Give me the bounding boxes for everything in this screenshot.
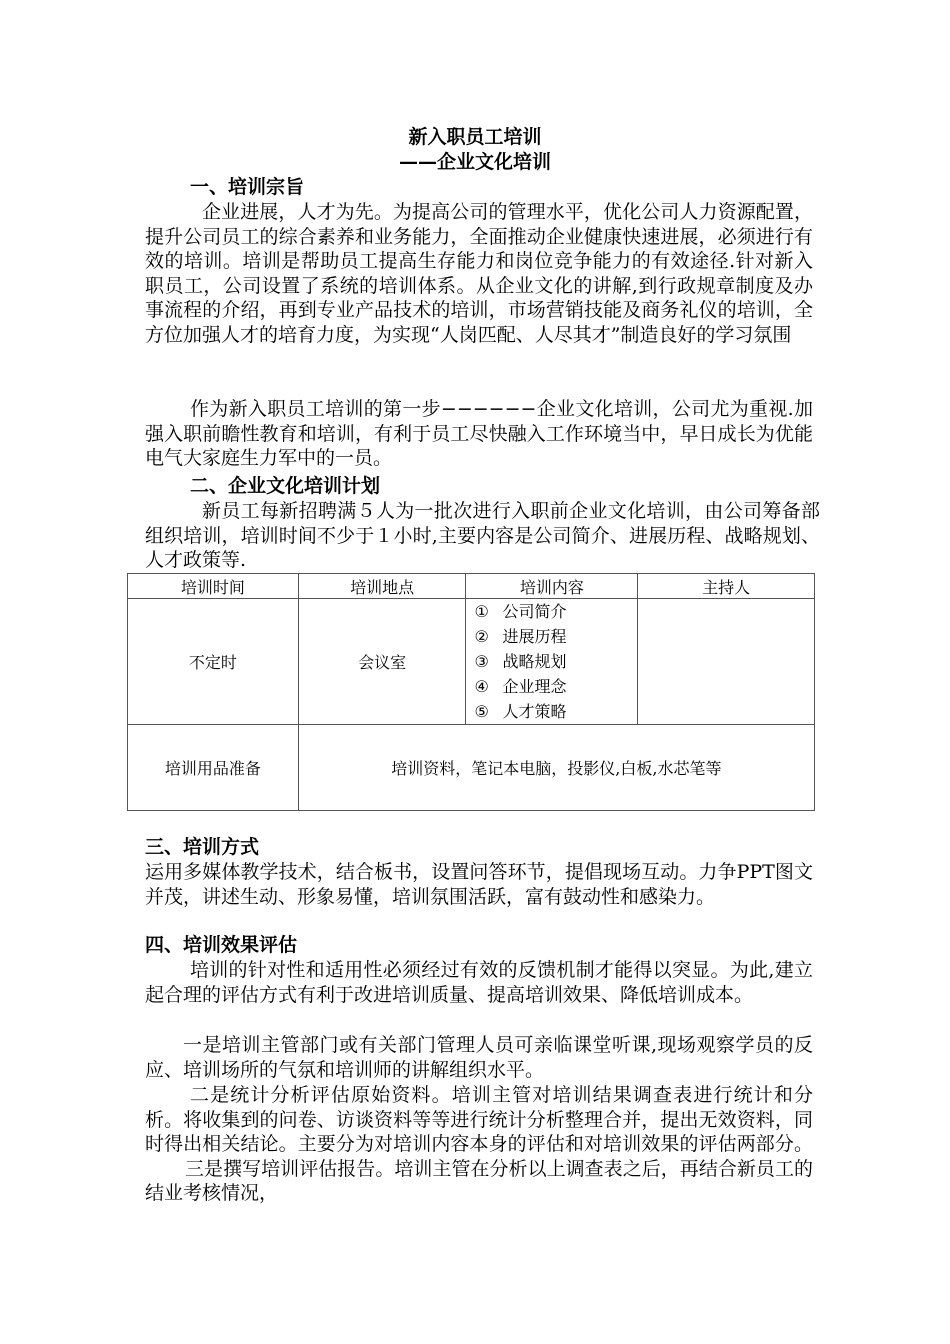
cell-supplies-value: 培训资料，笔记本电脑，投影仪,白板,水芯笔等 xyxy=(298,725,814,811)
paragraph-purpose-2: 作为新入职员工培训的第一步−−−−−−企业文化培训，公司尤为重视.加强入职前瞻性教育和培训，有利于员工尽快融入工作环境当中，早日成长为优能电气大家庭生力军中的一员。 xyxy=(145,398,813,469)
list-item: ① 公司简介 xyxy=(474,602,567,621)
paragraph-evaluation-2: 一是培训主管部门或有关部门管理人员可亲临课堂听课,现场观察学员的反应、培训场所的气氛和培训师的讲解组织水平。 xyxy=(145,1034,813,1081)
section-heading-evaluation: 四、培训效果评估 xyxy=(145,934,298,956)
header-training-content: 培训内容 xyxy=(466,574,638,599)
header-training-place: 培训地点 xyxy=(298,574,466,599)
list-item: ③ 战略规划 xyxy=(474,652,567,671)
document-subtitle: ——企业文化培训 xyxy=(398,151,551,173)
cell-host xyxy=(638,599,815,725)
list-item: ④ 企业理念 xyxy=(474,677,567,696)
document-title: 新入职员工培训 xyxy=(408,126,542,148)
table-row xyxy=(128,725,815,811)
section-heading-purpose: 一、培训宗旨 xyxy=(190,176,305,198)
header-training-time: 培训时间 xyxy=(128,574,299,599)
cell-content-list xyxy=(466,599,638,725)
training-plan-table xyxy=(127,573,815,811)
paragraph-evaluation-1: 培训的针对性和适用性必须经过有效的反馈机制才能得以突显。为此,建立起合理的评估方式有利于改进培训质量、提高培训效果、降低培训成本。 xyxy=(145,959,813,1006)
list-item: ② 进展历程 xyxy=(474,627,567,646)
header-host: 主持人 xyxy=(638,574,815,599)
cell-place: 会议室 xyxy=(298,599,466,725)
section-heading-method: 三、培训方式 xyxy=(145,836,260,858)
paragraph-purpose-1: 企业进展，人才为先。为提高公司的管理水平，优化公司人力资源配置，提升公司员工的综合素养和业务能力，全面推动企业健康快速进展，必须进行有效的培训。培训是帮助员工提高生存能力和岗位竞争能力的有效途径.针对新入职员工，公司设置了系统的培训体系。从企业文化的讲解,到行政规章制度及办事流程的介绍，再到专业产品技术的培训，市场营销技能及商务礼仪的培训，全方位加强人才的培育力度，为实现“人岗匹配、人尽其才”制造良好的学习氛围 xyxy=(145,201,813,346)
paragraph-evaluation-3 xyxy=(145,1083,813,1206)
cell-supplies-label: 培训用品准备 xyxy=(128,725,299,811)
table-header-row xyxy=(128,574,815,599)
list-item: ⑤ 人才策略 xyxy=(474,702,567,721)
paragraph-method-1: 运用多媒体教学技术，结合板书，设置问答环节，提倡现场互动。力争PPT图文并茂，讲述生动、形象易懂，培训氛围活跃，富有鼓动性和感染力。 xyxy=(145,861,813,908)
paragraph-evaluation-3b: 三是撰写培训评估报告。培训主管在分析以上调查表之后，再结合新员工的结业考核情况， xyxy=(145,1157,813,1204)
cell-time: 不定时 xyxy=(128,599,299,725)
section-heading-plan: 二、企业文化培训计划 xyxy=(190,475,381,497)
paragraph-plan-1: 新员工每新招聘满５人为一批次进行入职前企业文化培训，由公司筹备部组织培训，培训时间不少于１小时,主要内容是公司简介、进展历程、战略规划、人才政策等. xyxy=(145,500,820,571)
table-row xyxy=(128,599,815,725)
paragraph-evaluation-3a: 二是统计分析评估原始资料。培训主管对培训结果调查表进行统计和分析。将收集到的问卷、访谈资料等等进行统计分析整理合并，提出无效资料，同时得出相关结论。主要分为对培训内容本身的评估和对培训效果的评估两部分。 xyxy=(145,1084,813,1155)
